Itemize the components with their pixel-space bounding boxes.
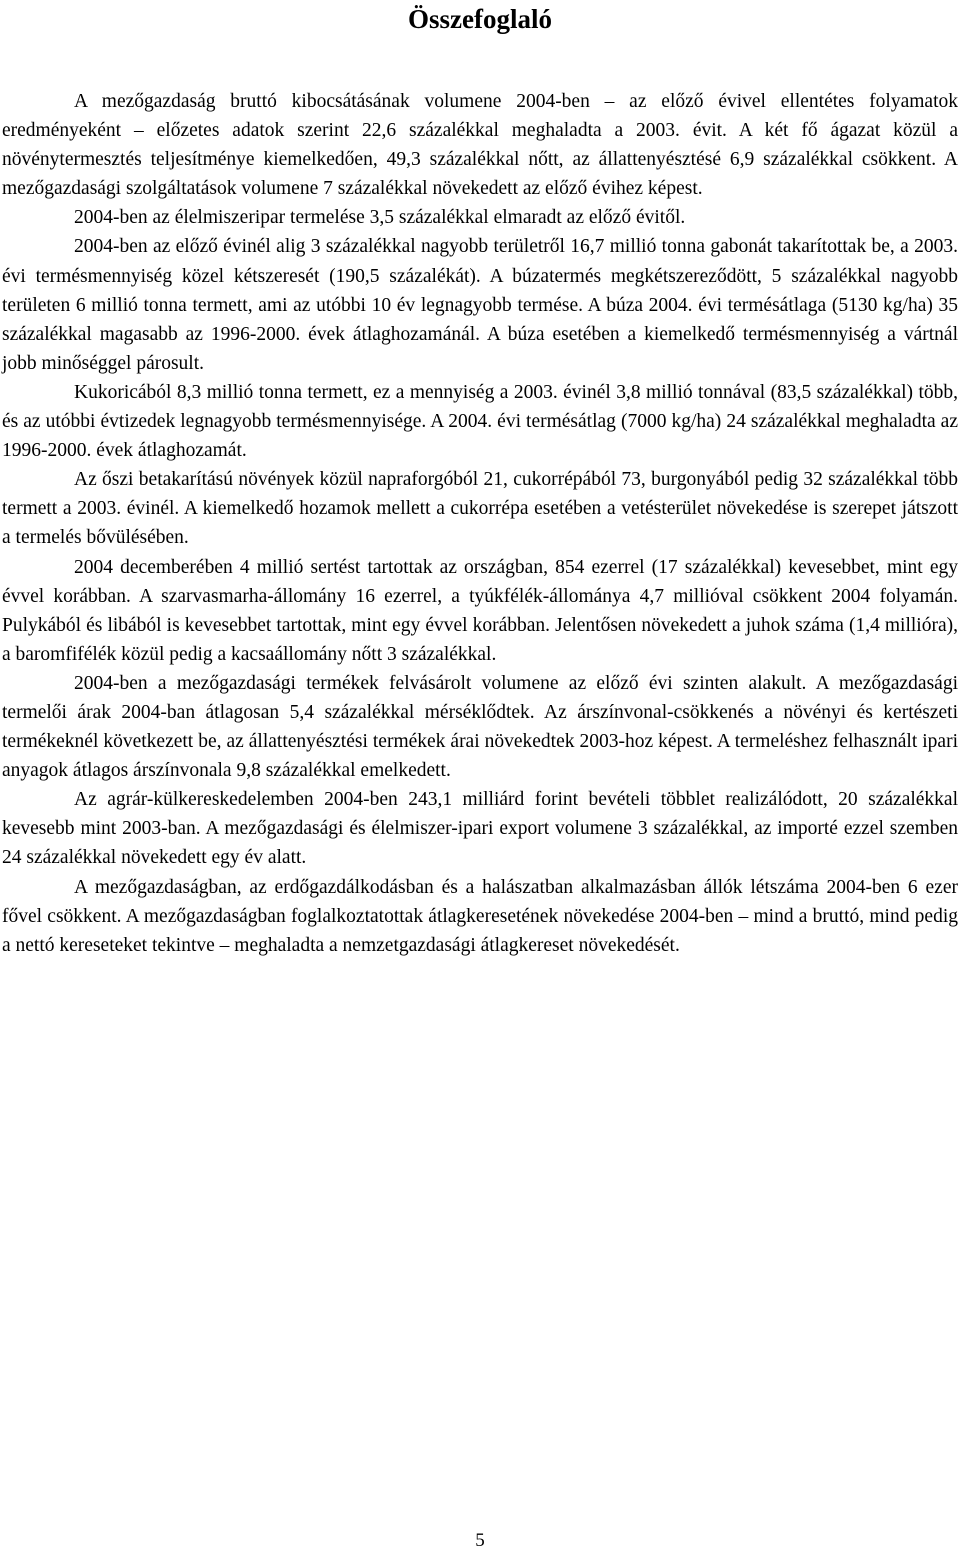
paragraph-autumn-crops: Az őszi betakarítású növények közül napraforgóból 21, cukorrépából 73, burgonyából pedig 32 százalékkal több termett a 2003. évinél. A kiemelkedő hozamok mellett a cukorrépa esetében a vetésterület növekedése is szerepet játszott a termelés bővülésében.: [2, 469, 958, 549]
paragraph-livestock: 2004 decemberében 4 millió sertést tartottak az országban, 854 ezerrel (17 százalékkal) kevesebbet, mint egy évvel korábban. A szarvasmarha-állomány 16 ezerrel, a tyúkfélék-állománya 4,7 millióval csökkent 2004 folyamán. Pulykából és libából is kevesebbet tartottak, mint egy évvel korábban. Jelentősen növekedett a juhok száma (1,4 millióra), a baromfifélék közül pedig a kacsaállomány nőtt 3 százalékkal.: [2, 556, 958, 665]
paragraph-gross-output: A mezőgazdaság bruttó kibocsátásának volumene 2004-ben – az előző évivel ellentétes folyamatok eredményeként – előzetes adatok szerint 22,6 százalékkal meghaladta a 2003. évit. A két fő ágazat közül a növénytermesztés teljesítménye kiemelkedően, 49,3 százalékkal nőtt, az állattenyésztésé 6,9 százalékkal csökkent. A mezőgazdasági szolgáltatások volumene 7 százalékkal növekedett az előző évihez képest.: [2, 91, 958, 200]
paragraph-food-industry: 2004-ben az élelmiszeripar termelése 3,5 százalékkal elmaradt az előző évitől.: [74, 207, 686, 229]
paragraph-cereal-harvest: 2004-ben az előző évinél alig 3 százalékkal nagyobb területről 16,7 millió tonna gabonát takarítottak be, a 2003. évi termésmennyiség közel kétszeresét (190,5 százalékát). A búzatermés megkétszereződött, 5 százalékkal nagyobb területen 6 millió tonna termett, ami az utóbbi 10 év legnagyobb termése. A búza 2004. évi termésátlaga (5130 kg/ha) 35 százalékkal magasabb az 1996-2000. évek átlaghozamánál. A búza esetében a kiemelkedő termésmennyiség a vártnál jobb minőséggel párosult.: [2, 236, 958, 374]
page-title: Összefoglaló: [408, 4, 552, 34]
paragraph-foreign-trade: Az agrár-külkereskedelemben 2004-ben 243,1 milliárd forint bevételi többlet realizálódott, 20 százalékkal kevesebb mint 2003-ban. A mezőgazdasági és élelmiszer-ipari export volumene 3 százalékkal, az importé ezzel szemben 24 százalékkal növekedett egy év alatt.: [2, 789, 958, 869]
summary-body: [2, 87, 958, 960]
paragraph-prices: 2004-ben a mezőgazdasági termékek felvásárolt volumene az előző évi szinten alakult. A mezőgazdasági termelői árak 2004-ban átlagosan 5,4 százalékkal mérséklődtek. Az árszínvonal-csökkenés a növényi és kertészeti termékeknél következett be, az állattenyésztési termékek árai növekedtek 2003-hoz képest. A termeléshez felhasznált ipari anyagok átlagos árszínvonala 9,8 százalékkal emelkedett.: [2, 672, 958, 782]
paragraph-maize: Kukoricából 8,3 millió tonna termett, ez a mennyiség a 2003. évinél 3,8 millió tonnával (83,5 százalékkal) több, és az utóbbi évtizedek legnagyobb termésmennyisége. A 2004. évi termésátlag (7000 kg/ha) 24 százalékkal meghaladta az 1996-2000. évek átlaghozamát.: [2, 381, 958, 462]
page-number: 5: [475, 1530, 485, 1551]
paragraph-employment: A mezőgazdaságban, az erdőgazdálkodásban és a halászatban alkalmazásban állók létszáma 2004-ben 6 ezer fővel csökkent. A mezőgazdaságban foglalkoztatottak átlagkeresetének növekedése 2004-ben – mind a bruttó, mind pedig a nettó kereseteket tekintve – meghaladta a nemzetgazdasági átlagkereset növekedését.: [2, 876, 958, 956]
